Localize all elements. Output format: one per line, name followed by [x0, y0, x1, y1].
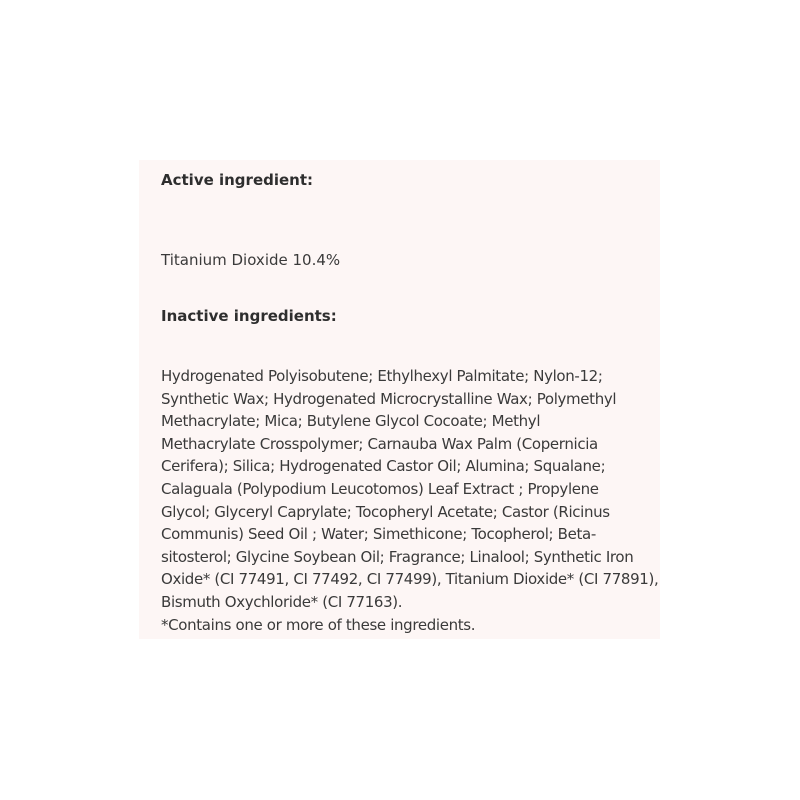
- ingredients-line: Cerifera); Silica; Hydrogenated Castor Oil; Alumina; Squalane;: [161, 457, 606, 476]
- ingredients-line: Glycol; Glyceryl Caprylate; Tocopheryl Acetate; Castor (Ricinus: [161, 502, 610, 521]
- ingredients-line: Methacrylate; Mica; Butylene Glycol Cocoate; Methyl: [161, 412, 541, 431]
- ingredients-line: Calaguala (Polypodium Leucotomos) Leaf Extract ; Propylene: [161, 479, 599, 498]
- ingredients-line: Oxide* (CI 77491, CI 77492, CI 77499), Titanium Dioxide* (CI 77891),: [161, 570, 659, 589]
- ingredients-line: Communis) Seed Oil ; Water; Simethicone; Tocopherol; Beta-: [161, 525, 596, 544]
- ingredients-line: Synthetic Wax; Hydrogenated Microcrystalline Wax; Polymethyl: [161, 389, 617, 408]
- ingredients-panel: [139, 160, 660, 639]
- active-ingredient-heading: Active ingredient:: [161, 171, 314, 189]
- inactive-ingredients-list: [161, 365, 661, 636]
- inactive-ingredients-heading: Inactive ingredients:: [161, 307, 337, 325]
- ingredients-line: sitosterol; Glycine Soybean Oil; Fragrance; Linalool; Synthetic Iron: [161, 547, 634, 566]
- ingredients-footnote: *Contains one or more of these ingredients.: [161, 615, 476, 634]
- ingredients-line: Hydrogenated Polyisobutene; Ethylhexyl Palmitate; Nylon-12;: [161, 367, 603, 385]
- active-ingredient-value: Titanium Dioxide 10.4%: [161, 251, 341, 269]
- ingredients-line: Bismuth Oxychloride* (CI 77163).: [161, 592, 403, 611]
- ingredients-line: Methacrylate Crosspolymer; Carnauba Wax Palm (Copernicia: [161, 434, 598, 453]
